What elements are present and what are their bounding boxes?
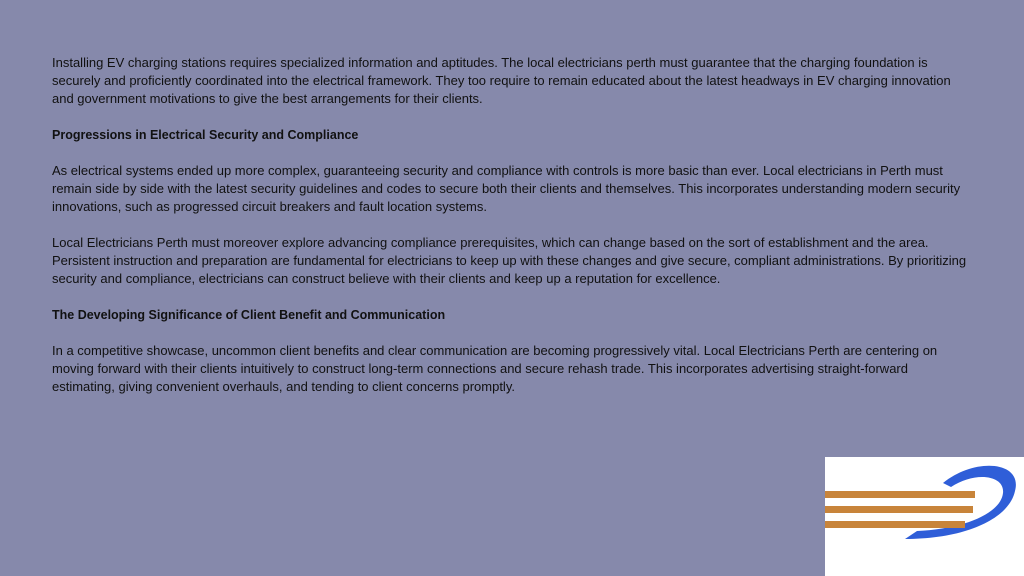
company-logo-icon <box>825 457 1024 576</box>
logo-panel <box>825 457 1024 576</box>
security-paragraph-1: As electrical systems ended up more complex, guaranteeing security and compliance with controls is more basic than ever. Local electricians in Perth must remain side by side with the latest security guidelines and codes to secure both their clients and themselves. This incorporates understanding modern security innovations, such as progressed circuit breakers and fault location systems. <box>52 163 961 214</box>
logo-stripe-3 <box>825 521 965 528</box>
logo-swoosh <box>905 466 1016 539</box>
client-benefit-paragraph: In a competitive showcase, uncommon client benefits and clear communication are becoming progressively vital. Local Electricians Perth are centering on moving forward with their clients intuitively to construct long-term connections and secure rehash trade. This incorporates advertising straight-forward estimating, giving convenient overhauls, and tending to client concerns promptly. <box>52 343 938 394</box>
slide-content <box>52 54 972 414</box>
intro-paragraph: Installing EV charging stations requires specialized information and aptitudes. The local electricians perth must guarantee that the charging foundation is securely and proficiently coordinated into the electrical framework. They too require to remain educated about the latest headways in EV charging innovation and government motivations to give the best arrangements for their clients. <box>52 55 951 106</box>
security-paragraph-2: Local Electricians Perth must moreover explore advancing compliance prerequisites, which can change based on the sort of establishment and the area. Persistent instruction and preparation are fundamental for electricians to keep up with these changes and give secure, compliant administrations. By prioritizing security and compliance, electricians can construct believe with their clients and keep up a reputation for excellence. <box>52 235 967 286</box>
section-heading-client-benefit: The Developing Significance of Client Benefit and Communication <box>52 308 446 322</box>
logo-stripe-2 <box>825 506 973 513</box>
logo-stripe-1 <box>825 491 975 498</box>
section-heading-security: Progressions in Electrical Security and Compliance <box>52 128 359 142</box>
